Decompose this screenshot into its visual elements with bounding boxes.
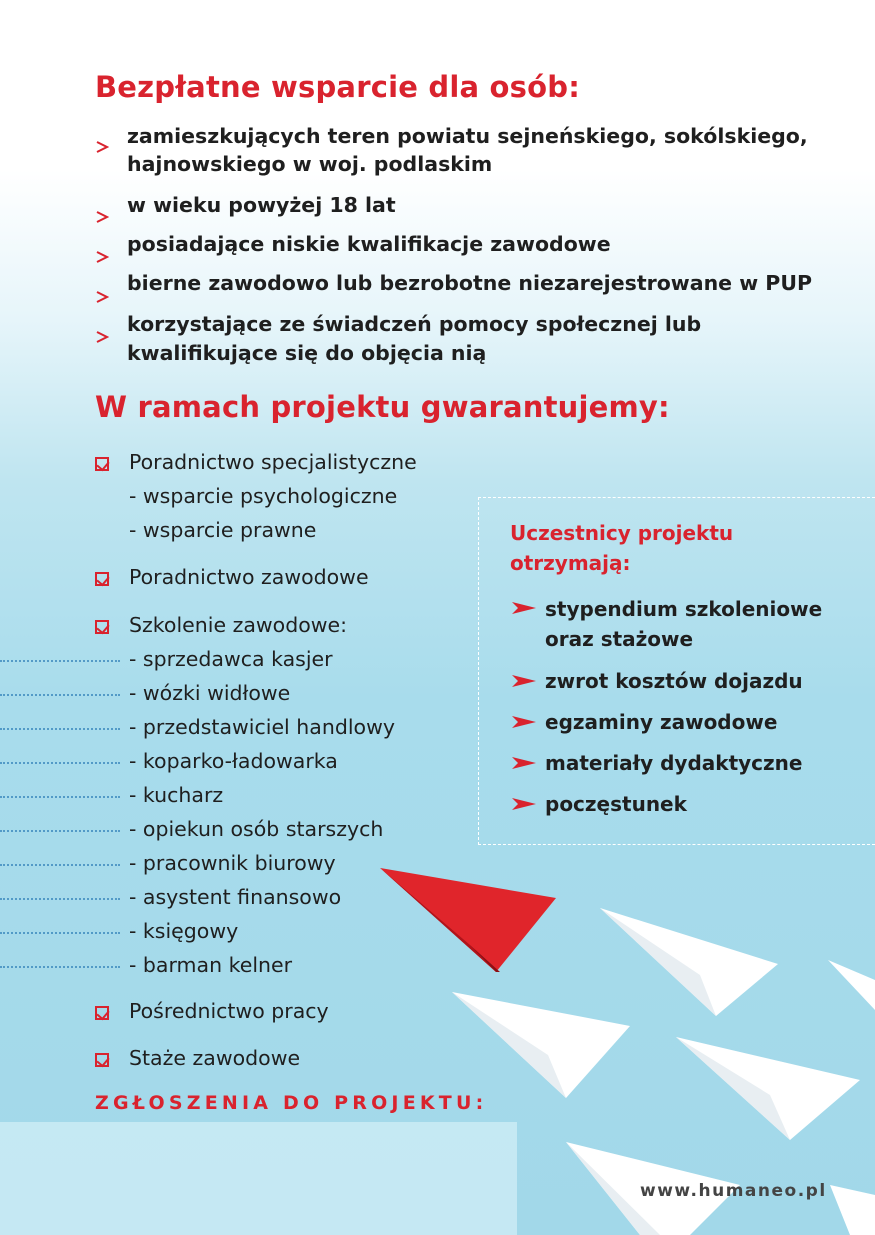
checkbox-icon xyxy=(95,1053,109,1067)
checkbox-icon xyxy=(95,620,109,634)
list-item: zamieszkujących teren powiatu sejneńskiego, sokólskiego, xyxy=(127,124,808,148)
list-item: - kucharz xyxy=(129,783,224,807)
bullet-arrow-icon xyxy=(95,210,109,224)
panel-item: materiały dydaktyczne xyxy=(545,751,803,775)
dotted-line xyxy=(0,694,120,696)
dotted-line xyxy=(0,864,120,866)
list-item: - koparko-ładowarka xyxy=(129,749,338,773)
panel-item: egzaminy zawodowe xyxy=(545,710,778,734)
dotted-line xyxy=(0,796,120,798)
bullet-arrow-icon xyxy=(95,140,109,154)
website-link[interactable]: www.humaneo.pl xyxy=(640,1181,827,1201)
red-arrow-icon xyxy=(512,798,536,810)
panel-item: oraz stażowe xyxy=(545,627,694,651)
panel-item: stypendium szkoleniowe xyxy=(545,597,823,621)
list-item: Szkolenie zawodowe: xyxy=(129,613,348,637)
dotted-line xyxy=(0,830,120,832)
list-item: posiadające niskie kwalifikacje zawodowe xyxy=(127,232,611,256)
list-item: Staże zawodowe xyxy=(129,1046,301,1070)
list-item: - barman kelner xyxy=(129,953,293,977)
dotted-line xyxy=(0,966,120,968)
list-item: korzystające ze świadczeń pomocy społecznej lub xyxy=(127,312,702,336)
red-arrow-icon xyxy=(512,716,536,728)
list-item: Poradnictwo zawodowe xyxy=(129,565,369,589)
red-paper-plane-icon xyxy=(380,868,556,972)
panel-title-line: otrzymają: xyxy=(510,551,631,575)
checkbox-icon xyxy=(95,1006,109,1020)
red-arrow-icon xyxy=(512,602,536,614)
bullet-arrow-icon xyxy=(95,330,109,344)
list-item: bierne zawodowo lub bezrobotne niezarejestrowane w PUP xyxy=(127,271,812,295)
dotted-line xyxy=(0,728,120,730)
panel-title xyxy=(510,518,733,578)
list-item: Pośrednictwo pracy xyxy=(129,999,329,1023)
list-item: - wsparcie psychologiczne xyxy=(129,484,398,508)
panel-item: poczęstunek xyxy=(545,792,687,816)
dotted-line xyxy=(0,898,120,900)
list-item: - opiekun osób starszych xyxy=(129,817,384,841)
list-item: Poradnictwo specjalistyczne xyxy=(129,450,417,474)
red-arrow-icon xyxy=(512,675,536,687)
dotted-line xyxy=(0,660,120,662)
list-item: - przedstawiciel handlowy xyxy=(129,715,395,739)
red-arrow-icon xyxy=(512,757,536,769)
list-item: - sprzedawca kasjer xyxy=(129,647,333,671)
bullet-arrow-icon xyxy=(95,250,109,264)
panel-title-line: Uczestnicy projektu xyxy=(510,521,734,545)
list-item: kwalifikujące się do objęcia nią xyxy=(127,341,487,365)
list-item: w wieku powyżej 18 lat xyxy=(127,193,396,217)
footer-form-box xyxy=(0,1122,517,1235)
checkbox-icon xyxy=(95,572,109,586)
dotted-line xyxy=(0,932,120,934)
list-item: - pracownik biurowy xyxy=(129,851,336,875)
list-item: - wsparcie prawne xyxy=(129,518,317,542)
dotted-line xyxy=(0,762,120,764)
list-item: - wózki widłowe xyxy=(129,681,291,705)
checkbox-icon xyxy=(95,457,109,471)
panel-item: zwrot kosztów dojazdu xyxy=(545,669,803,693)
list-item: hajnowskiego w woj. podlaskim xyxy=(127,152,493,176)
bullet-arrow-icon xyxy=(95,290,109,304)
list-item: - księgowy xyxy=(129,919,239,943)
list-item: - asystent finansowo xyxy=(129,885,342,909)
footer-heading: ZGŁOSZENIA DO PROJEKTU: xyxy=(95,1092,488,1114)
section1-title: Bezpłatne wsparcie dla osób: xyxy=(95,70,581,104)
section2-title: W ramach projektu gwarantujemy: xyxy=(95,390,670,424)
